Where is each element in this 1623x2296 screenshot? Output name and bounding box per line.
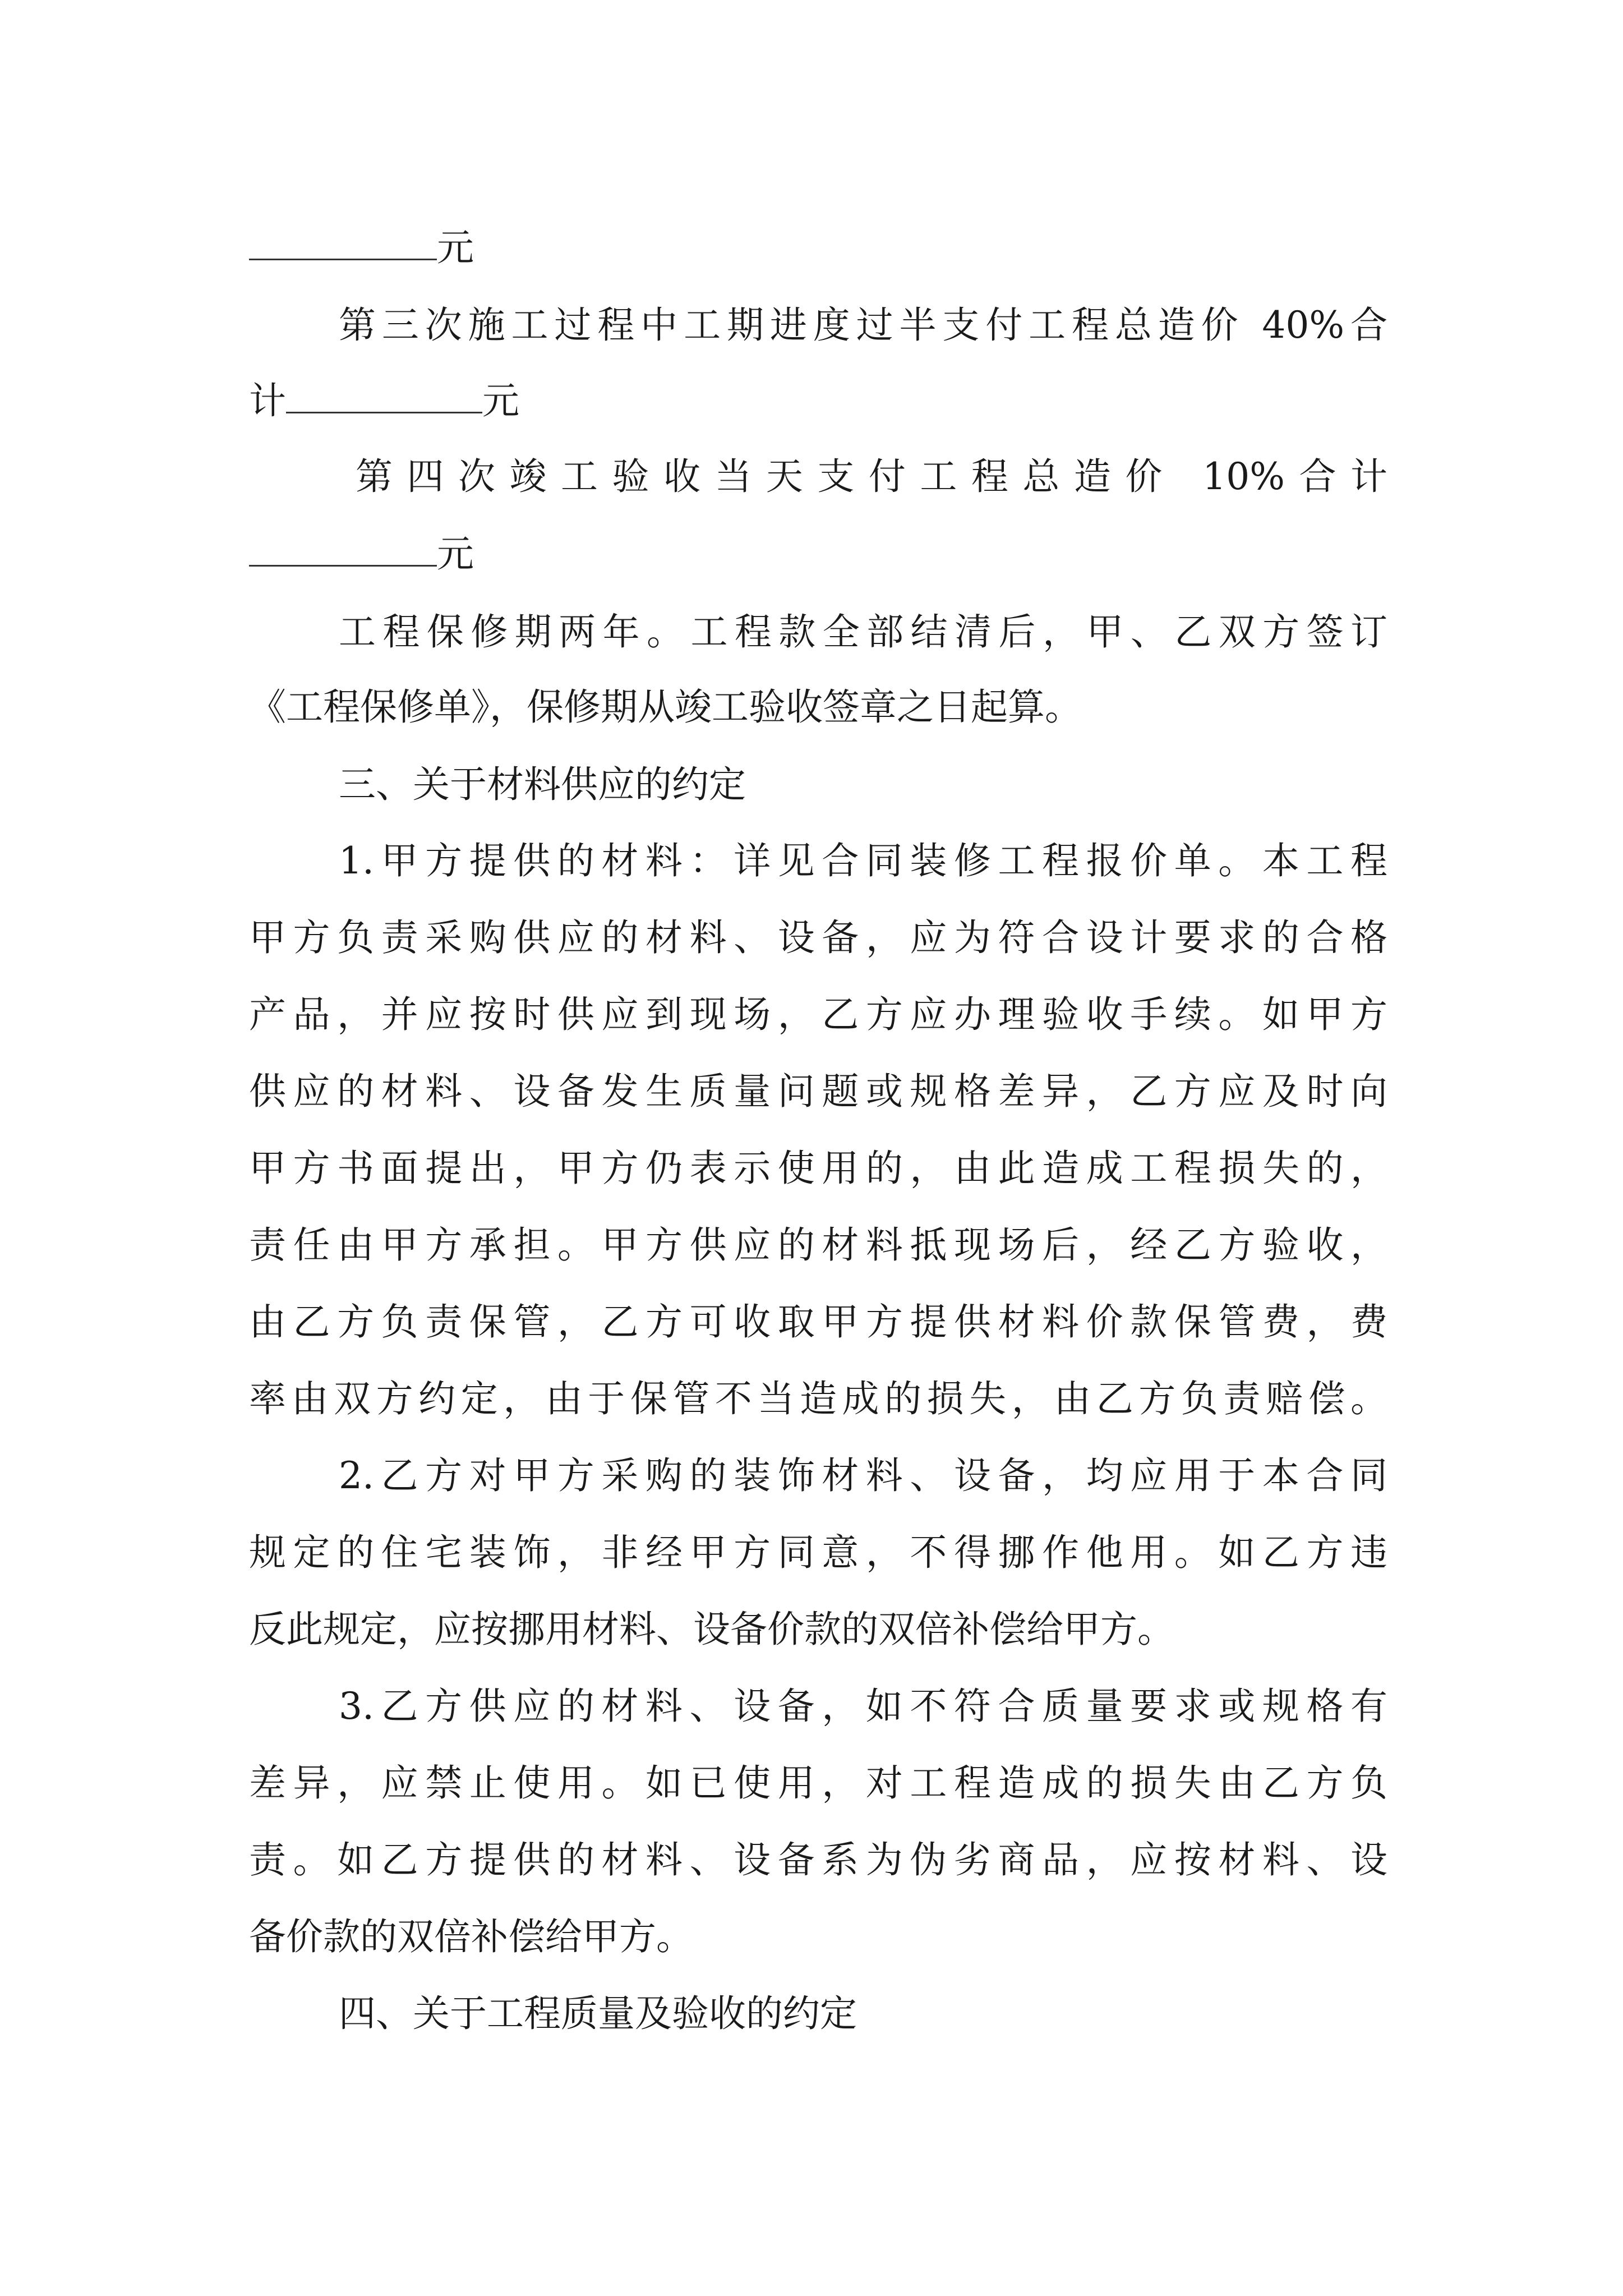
paragraph-line: 由乙方负责保管，乙方可收取甲方提供材料价款保管费，费 [249, 1300, 1387, 1343]
amount-blank [286, 377, 482, 413]
paragraph-line: 供应的材料、设备发生质量问题或规格差异，乙方应及时向 [249, 1070, 1387, 1113]
paragraph-line: 第四次竣工验收当天支付工程总造价 10%合计 [356, 455, 1387, 498]
amount-line-fourth-payment [249, 521, 1387, 588]
paragraph-line: 规定的住宅装饰，非经甲方同意，不得挪作他用。如乙方违 [249, 1531, 1387, 1574]
paragraph-line: 率由双方约定，由于保管不当造成的损失，由乙方负责赔偿。 [249, 1377, 1387, 1420]
paragraph-line: 3.乙方供应的材料、设备，如不符合质量要求或规格有 [339, 1685, 1387, 1728]
paragraph-line: 备价款的双倍补偿给甲方。 [249, 1915, 693, 1958]
currency-unit: 元 [437, 532, 474, 576]
amount-blank [249, 224, 437, 260]
amount-line-third-payment [249, 367, 1387, 435]
paragraph-line: 责。如乙方提供的材料、设备系为伪劣商品，应按材料、设 [249, 1838, 1387, 1881]
paragraph-line: 甲方负责采购供应的材料、设备，应为符合设计要求的合格 [249, 916, 1387, 959]
section-heading-materials: 三、关于材料供应的约定 [339, 763, 746, 806]
paragraph-line: 《工程保修单》，保修期从竣工验收签章之日起算。 [249, 685, 1082, 729]
paragraph-line: 2.乙方对甲方采购的装饰材料、设备，均应用于本合同 [339, 1454, 1387, 1497]
paragraph-line: 责任由甲方承担。甲方供应的材料抵现场后，经乙方验收， [249, 1223, 1387, 1267]
paragraph-line: 第三次施工过程中工期进度过半支付工程总造价 40%合 [339, 303, 1387, 347]
paragraph-line: 产品，并应按时供应到现场，乙方应办理验收手续。如甲方 [249, 993, 1387, 1036]
currency-unit: 元 [482, 379, 519, 422]
currency-unit: 元 [437, 226, 474, 269]
section-heading-quality: 四、关于工程质量及验收的约定 [339, 1992, 857, 2035]
paragraph-line: 反此规定，应按挪用材料、设备价款的双倍补偿给甲方。 [249, 1608, 1174, 1651]
amount-line-second-payment [249, 214, 1387, 282]
paragraph-line: 1.甲方提供的材料：详见合同装修工程报价单。本工程 [339, 839, 1387, 882]
amount-blank [249, 530, 437, 567]
paragraph-line: 工程保修期两年。工程款全部结清后，甲、乙双方签订 [339, 610, 1387, 654]
paragraph-line: 差异，应禁止使用。如已使用，对工程造成的损失由乙方负 [249, 1761, 1387, 1805]
line-prefix: 计 [249, 379, 286, 422]
paragraph-line: 甲方书面提出，甲方仍表示使用的，由此造成工程损失的， [249, 1147, 1387, 1190]
